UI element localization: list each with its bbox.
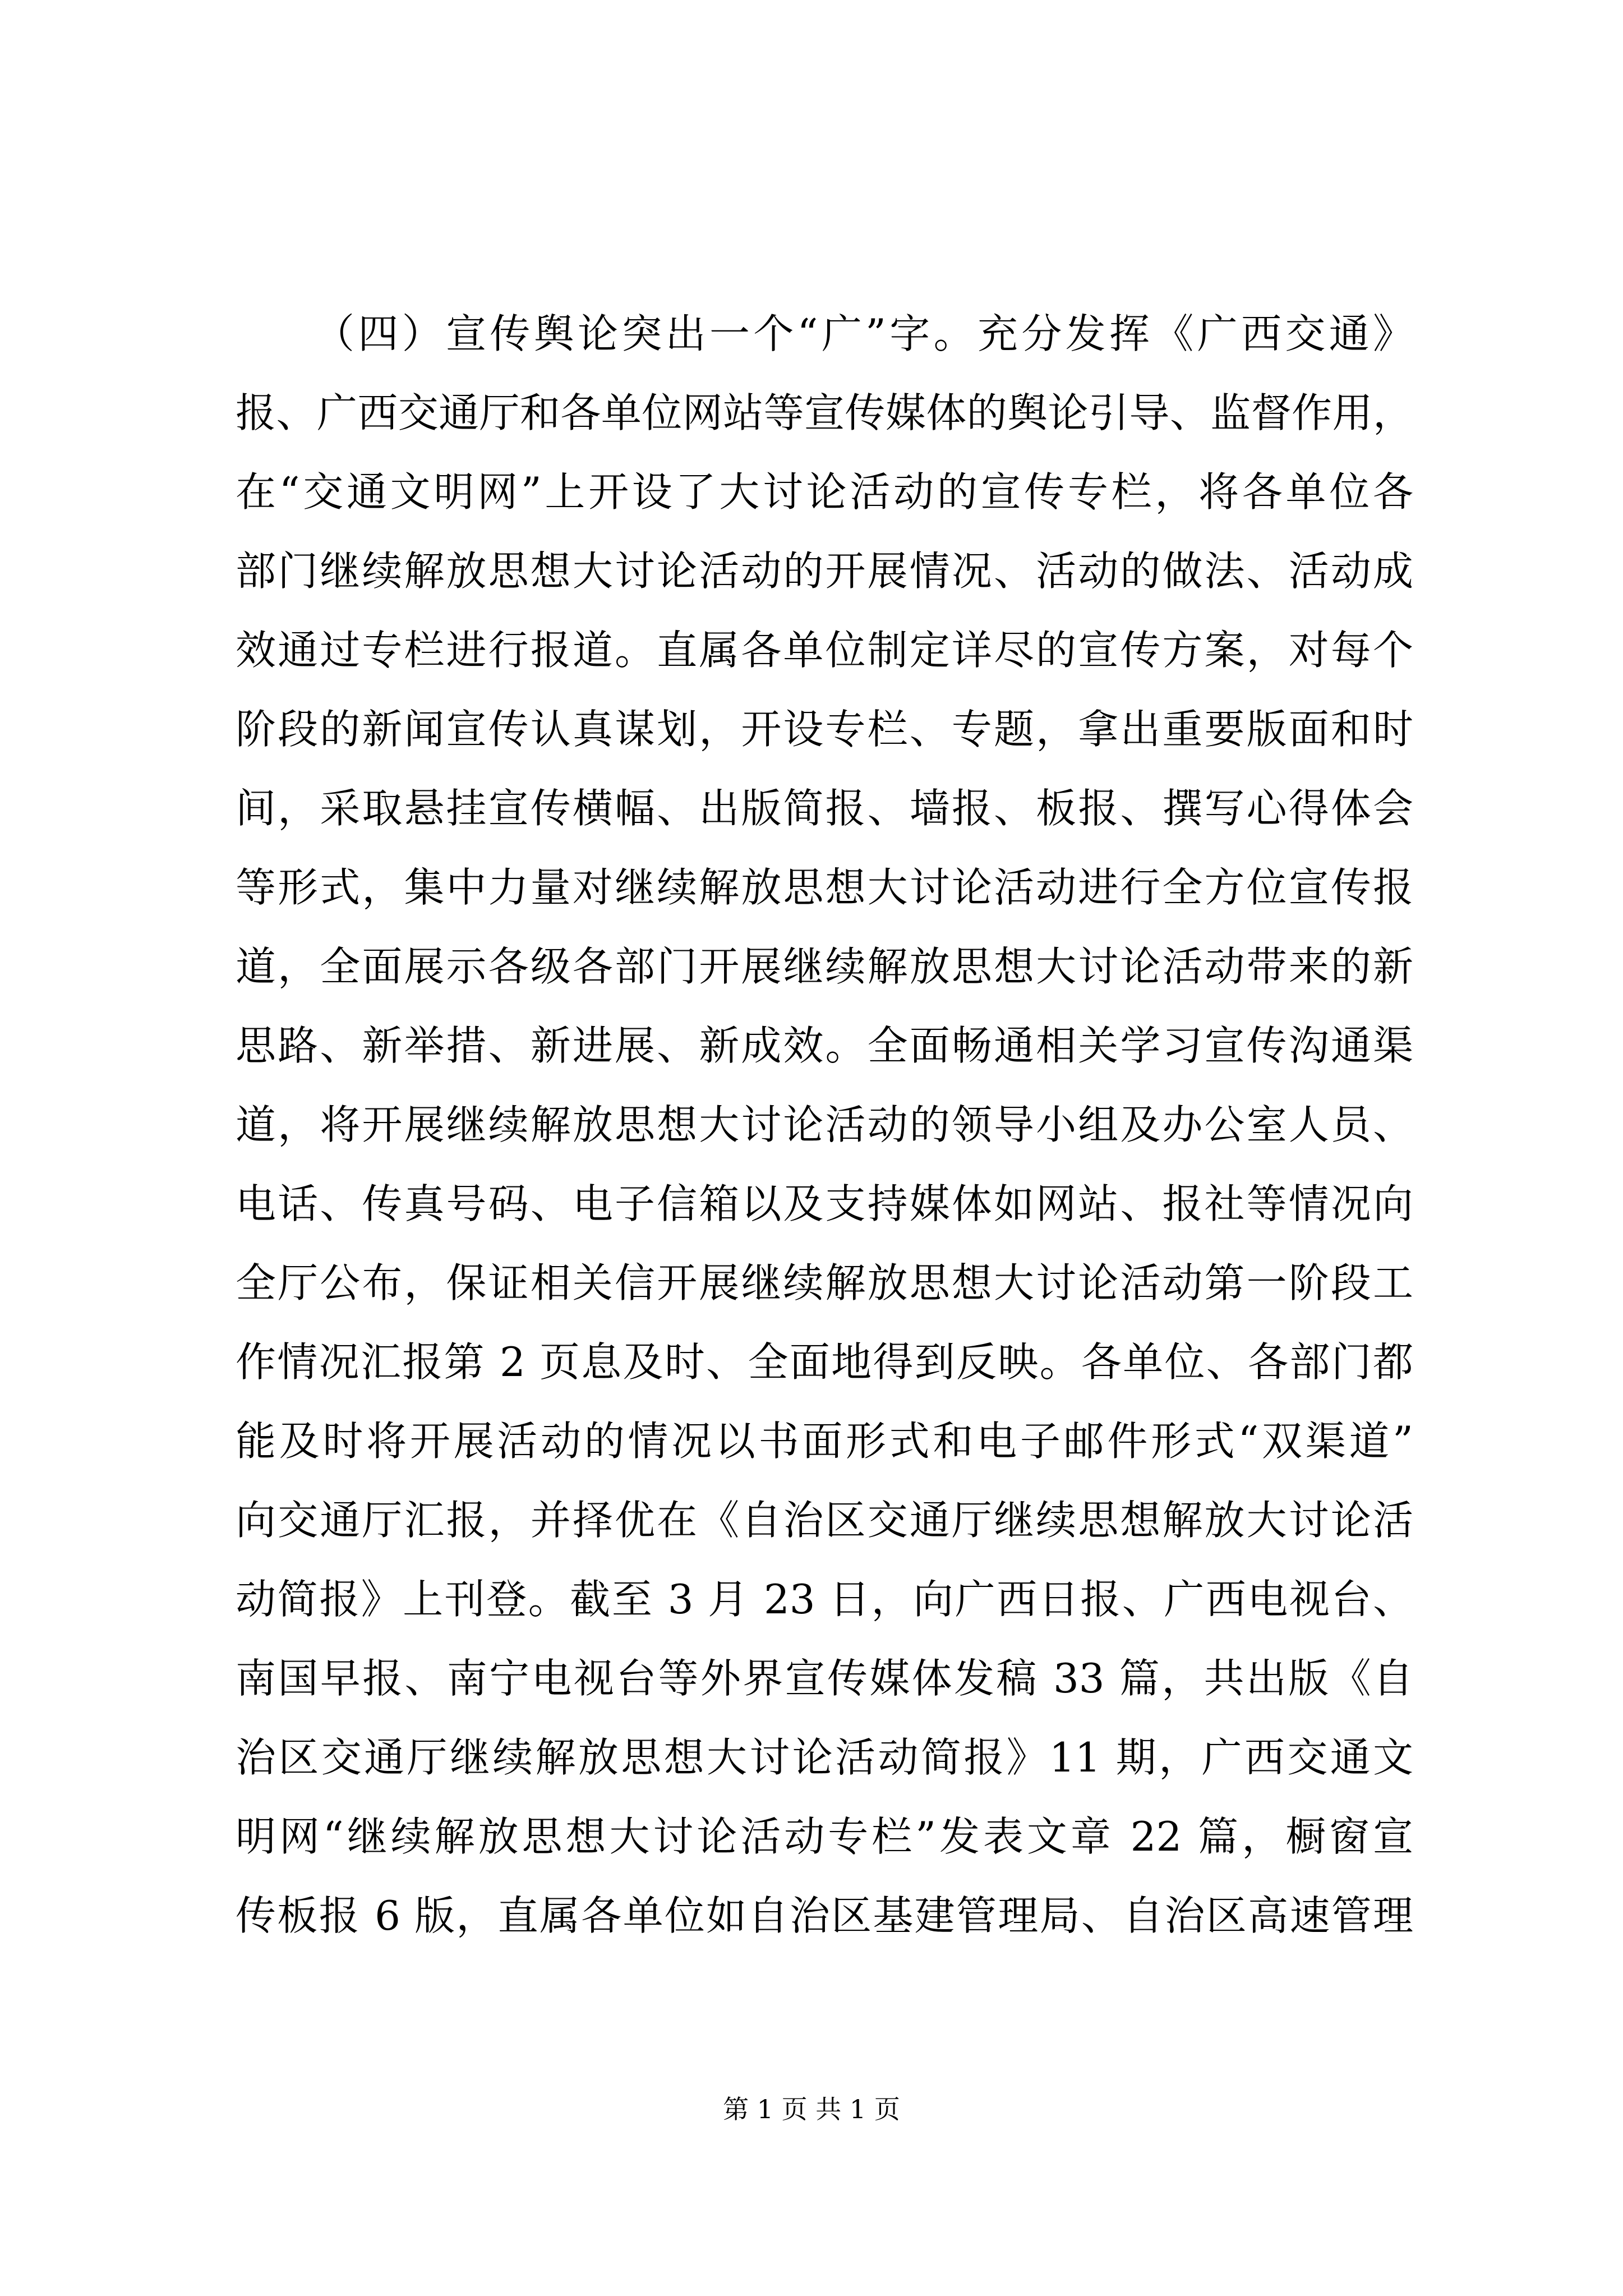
body-text (236, 295, 1413, 2056)
text-line: 思路、新举措、新进展、新成效。全面畅通相关学习宣传沟通渠 (236, 1022, 1413, 1069)
text-line: 道，全面展示各级各部门开展继续解放思想大讨论活动带来的新 (236, 943, 1413, 990)
text-line: 南国早报、南宁电视台等外界宣传媒体发稿 33 篇，共出版《自 (236, 1655, 1413, 1702)
text-line: 传板报 6 版，直属各单位如自治区基建管理局、自治区高速管理 (236, 1892, 1413, 1939)
text-line: 作情况汇报第 2 页息及时、全面地得到反映。各单位、各部门都 (236, 1338, 1413, 1386)
text-line: 全厅公布，保证相关信开展继续解放思想大讨论活动第一阶段工 (236, 1259, 1413, 1306)
text-line: 治区交通厅继续解放思想大讨论活动简报》11 期，广西交通文 (236, 1734, 1413, 1781)
text-line: 能及时将开展活动的情况以书面形式和电子邮件形式“双渠道” (236, 1418, 1413, 1465)
text-line: 报、广西交通厅和各单位网站等宣传媒体的舆论引导、监督作用， (236, 389, 1413, 436)
text-line: 部门继续解放思想大讨论活动的开展情况、活动的做法、活动成 (236, 547, 1413, 595)
text-line: 间，采取悬挂宣传横幅、出版简报、墙报、板报、撰写心得体会 (236, 785, 1413, 832)
text-line: 在“交通文明网”上开设了大讨论活动的宣传专栏，将各单位各 (236, 468, 1413, 516)
text-line: （四）宣传舆论突出一个“广”字。充分发挥《广西交通》 (314, 310, 1413, 357)
page-number-footer: 第 1 页 共 1 页 (723, 2094, 900, 2124)
text-line: 明网“继续解放思想大讨论活动专栏”发表文章 22 篇，橱窗宣 (236, 1813, 1413, 1860)
text-line: 效通过专栏进行报道。直属各单位制定详尽的宣传方案，对每个 (236, 627, 1413, 674)
text-line: 动简报》上刊登。截至 3 月 23 日，向广西日报、广西电视台、 (236, 1576, 1413, 1623)
text-line: 向交通厅汇报，并择优在《自治区交通厅继续思想解放大讨论活 (236, 1497, 1413, 1544)
text-line: 等形式，集中力量对继续解放思想大讨论活动进行全方位宣传报 (236, 864, 1413, 911)
text-line: 电话、传真号码、电子信箱以及支持媒体如网站、报社等情况向 (236, 1180, 1413, 1227)
text-line: 阶段的新闻宣传认真谋划，开设专栏、专题，拿出重要版面和时 (236, 706, 1413, 753)
text-line: 道，将开展继续解放思想大讨论活动的领导小组及办公室人员、 (236, 1101, 1413, 1148)
